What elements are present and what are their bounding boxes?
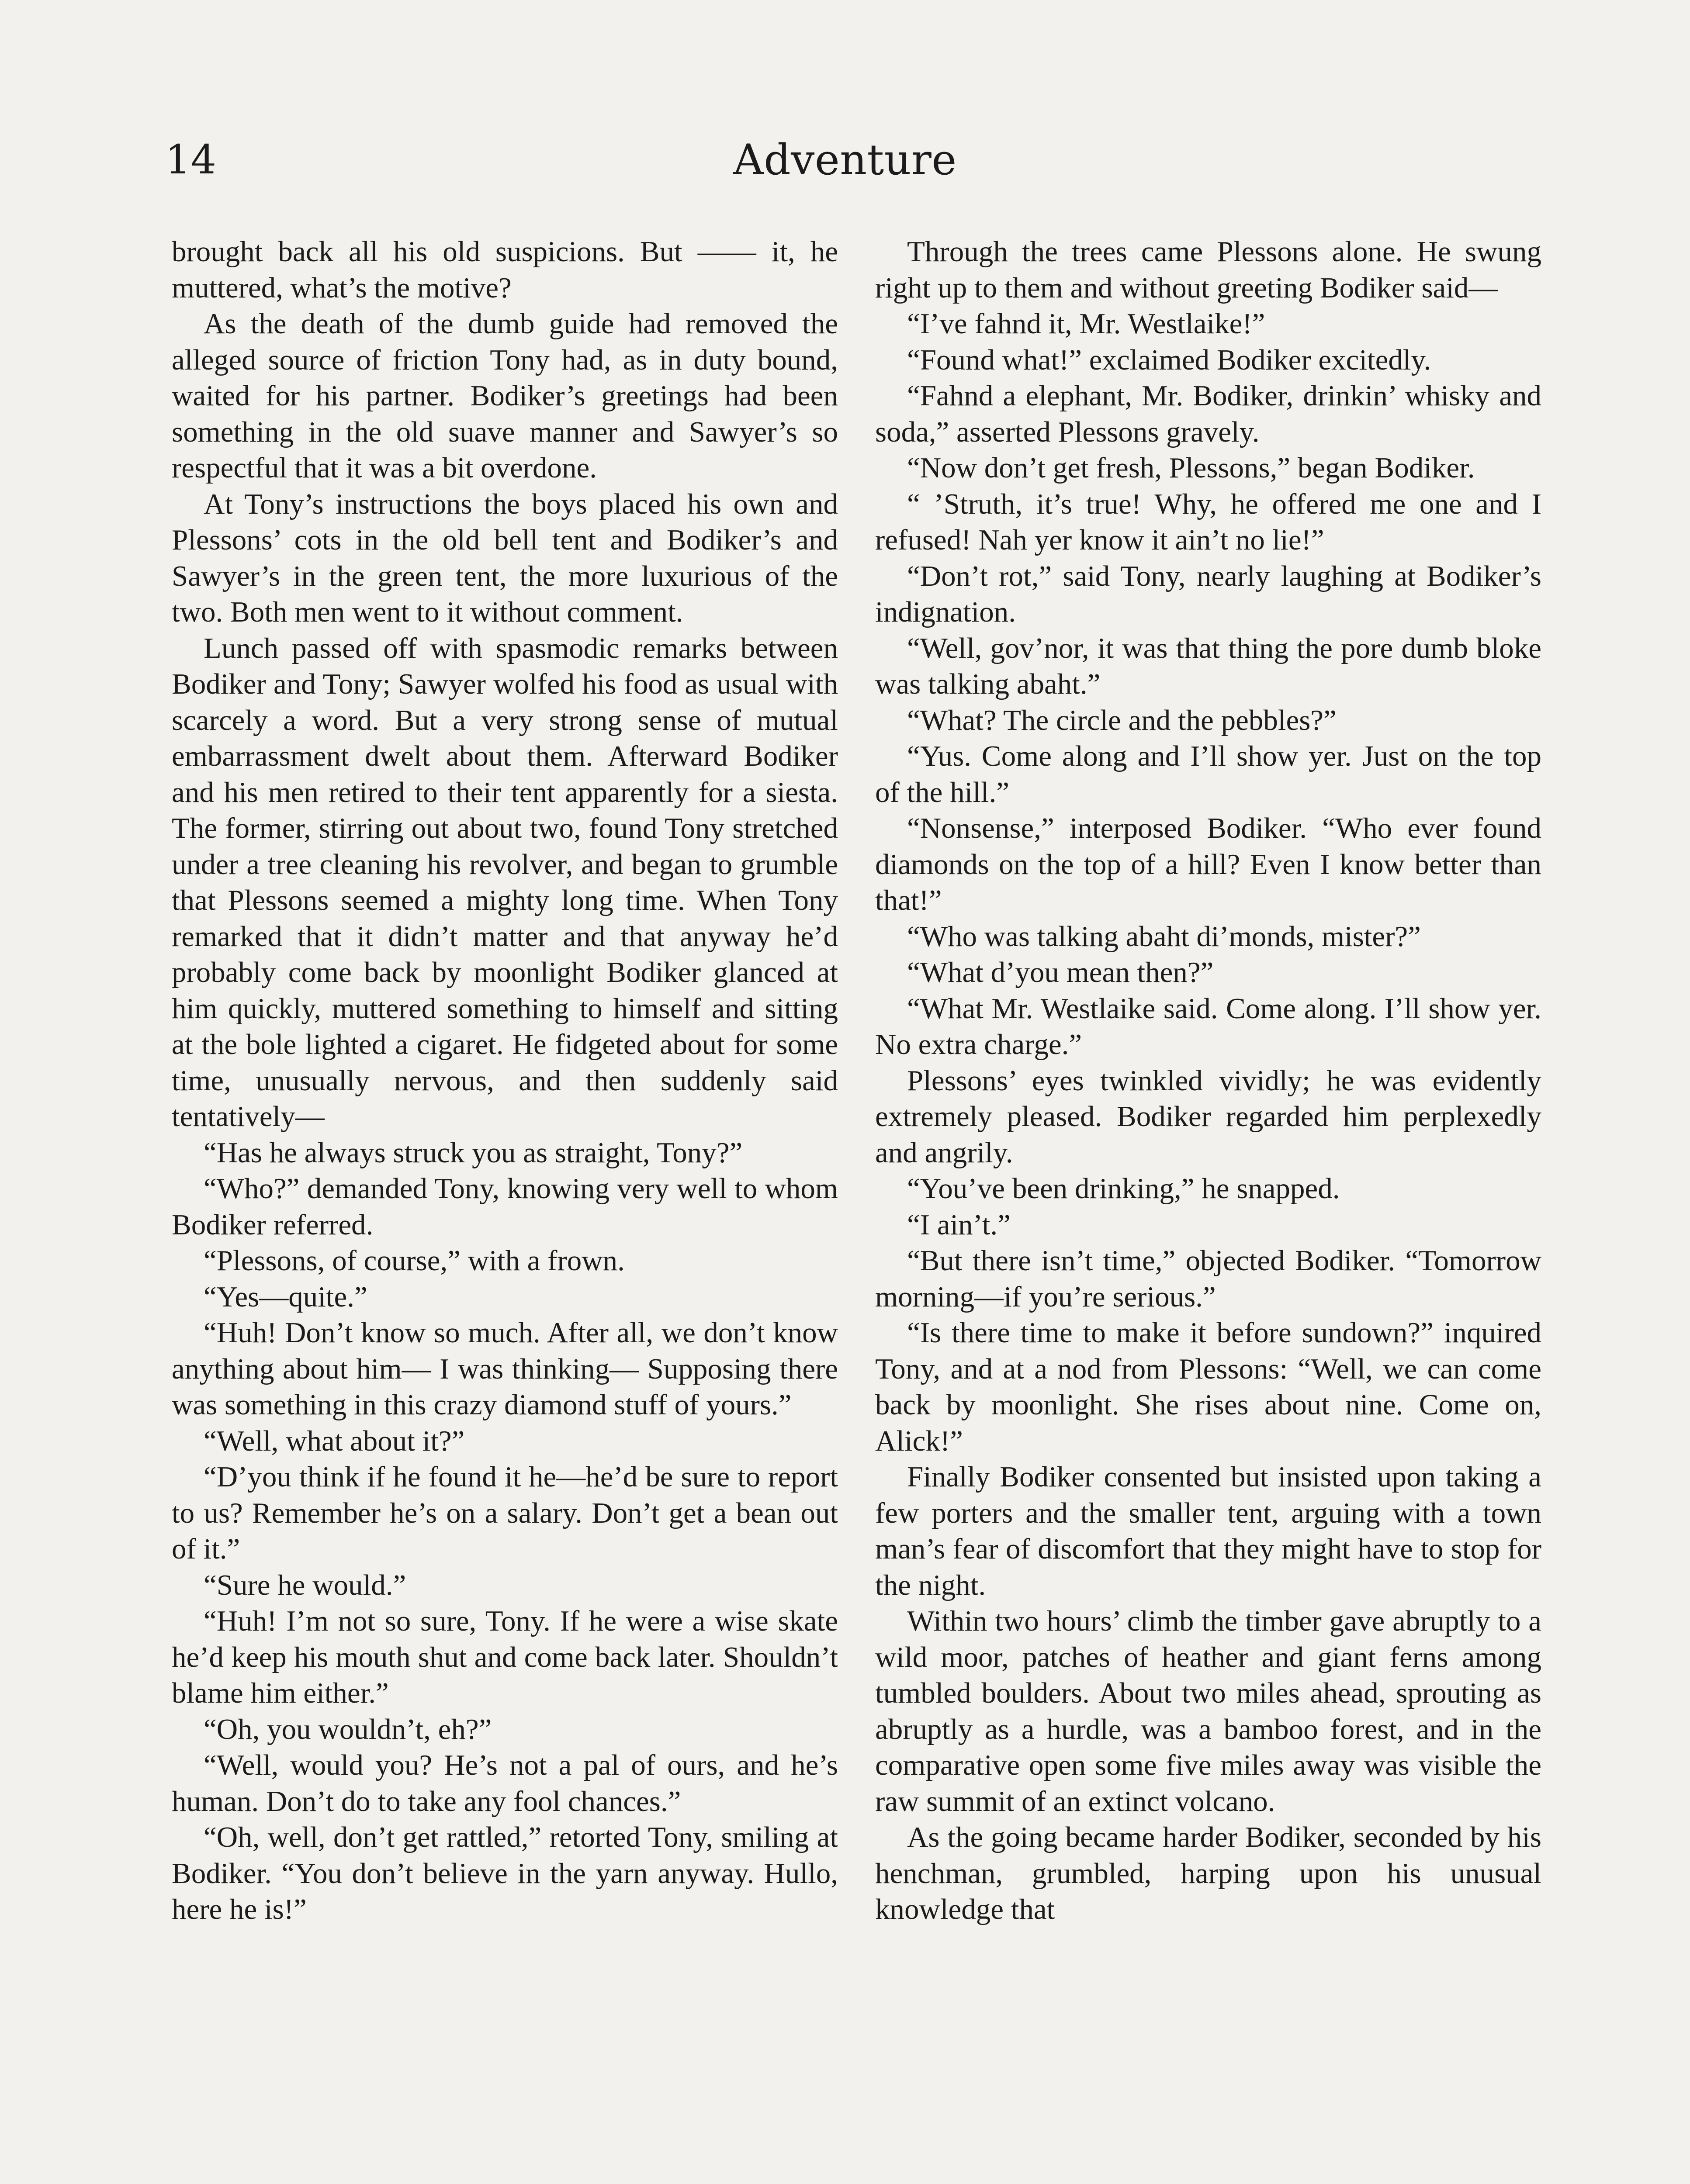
paragraph: “D’you think if he found it he—he’d be sure to report to us? Remember he’s on a salary. Don’t get a bean out of it.”: [172, 1461, 838, 1565]
paragraph: At Tony’s instructions the boys placed his own and Plessons’ cots in the old bell tent and Bodiker’s and Sawyer’s in the green tent, the more luxurious of the two. Both men went to it without comment.: [172, 487, 838, 628]
paragraph: “Oh, you wouldn’t, eh?”: [204, 1713, 492, 1745]
paragraph: Plessons’ eyes twinkled vividly; he was evidently extremely pleased. Bodiker regarded him perplexedly and angrily.: [875, 1064, 1541, 1169]
paragraph: Lunch passed off with spasmodic remarks between Bodiker and Tony; Sawyer wolfed his food as usual with scarcely a word. But a very strong sense of mutual embarrassment dwelt about them. Afterward Bodiker and his men retired to their tent apparently for a siesta. The former, stirring out about two, found Tony stretched under a tree cleaning his revolver, and began to grumble that Plessons seemed a mighty long time. When Tony remarked that it didn’t matter and that anyway he’d probably come back by moonlight Bodiker glanced at him quickly, muttered something to himself and sitting at the bole lighted a cigaret. He fidgeted about for some time, unusually nervous, and then suddenly said tentatively—: [172, 632, 838, 1133]
paragraph: “Has he always struck you as straight, Tony?”: [204, 1136, 743, 1169]
paragraph: “Huh! I’m not so sure, Tony. If he were a wise skate he’d keep his mouth shut and come back later. Shouldn’t blame him either.”: [172, 1605, 838, 1709]
right-text-column: [875, 234, 1541, 1928]
page-number: 14: [165, 136, 217, 183]
paragraph: “Yus. Come along and I’ll show yer. Just on the top of the hill.”: [875, 740, 1541, 809]
paragraph: Within two hours’ climb the timber gave abruptly to a wild moor, patches of heather and giant ferns among tumbled boulders. About two miles ahead, sprouting as abruptly as a hurdle, was a bamboo forest, and in the comparative open some five miles away was visible the raw summit of an extinct volcano.: [875, 1605, 1541, 1818]
left-text-column: [172, 234, 838, 1928]
paragraph: Through the trees came Plessons alone. He swung right up to them and without greeting Bodiker said—: [875, 235, 1541, 304]
paragraph: “I ain’t.”: [907, 1208, 1011, 1241]
paragraph: “Huh! Don’t know so much. After all, we don’t know anything about him— I was thinking— Supposing there was something in this crazy diamond stuff of yours.”: [172, 1317, 838, 1421]
paragraph: “ ’Struth, it’s true! Why, he offered me one and I refused! Nah yer know it ain’t no lie!”: [875, 487, 1541, 556]
paragraph: “Fahnd a elephant, Mr. Bodiker, drinkin’ whisky and soda,” asserted Plessons gravely.: [875, 380, 1541, 448]
paragraph: “Who was talking abaht di’monds, mister?”: [907, 920, 1421, 953]
paragraph: “You’ve been drinking,” he snapped.: [907, 1172, 1340, 1205]
paragraph: “But there isn’t time,” objected Bodiker. “Tomorrow morning—if you’re serious.”: [875, 1244, 1541, 1313]
paragraph: As the death of the dumb guide had removed the alleged source of friction Tony had, as in duty bound, waited for his partner. Bodiker’s greetings had been something in the old suave manner and Sawyer’s so respectful that it was a bit overdone.: [172, 308, 838, 484]
paragraph: Finally Bodiker consented but insisted upon taking a few porters and the smaller tent, arguing with a town man’s fear of discomfort that they might have to stop for the night.: [875, 1461, 1541, 1601]
paragraph: “Who?” demanded Tony, knowing very well to whom Bodiker referred.: [172, 1172, 838, 1241]
paragraph: “Well, what about it?”: [204, 1424, 465, 1457]
paragraph: “What Mr. Westlaike said. Come along. I’ll show yer. No extra charge.”: [875, 992, 1541, 1061]
paragraph: brought back all his old suspicions. But —— it, he muttered, what’s the motive?: [172, 235, 838, 304]
paragraph: “What? The circle and the pebbles?”: [907, 704, 1337, 736]
paragraph: “Now don’t get fresh, Plessons,” began Bodiker.: [907, 452, 1475, 484]
paragraph: “Sure he would.”: [204, 1569, 406, 1601]
paragraph: “I’ve fahnd it, Mr. Westlaike!”: [907, 308, 1265, 340]
paragraph: “Plessons, of course,” with a frown.: [204, 1244, 625, 1277]
paragraph: “Well, gov’nor, it was that thing the pore dumb bloke was talking abaht.”: [875, 632, 1541, 700]
paragraph: “Nonsense,” interposed Bodiker. “Who ever found diamonds on the top of a hill? Even I know better than that!”: [875, 812, 1541, 916]
paragraph: “Well, would you? He’s not a pal of ours, and he’s human. Don’t do to take any fool chances.”: [172, 1749, 838, 1818]
paragraph: “Yes—quite.”: [204, 1280, 367, 1313]
running-head-title: Adventure: [733, 135, 957, 184]
paragraph: “Oh, well, don’t get rattled,” retorted Tony, smiling at Bodiker. “You don’t believe in the yarn anyway. Hullo, here he is!”: [172, 1821, 838, 1925]
paragraph: “What d’you mean then?”: [907, 956, 1214, 988]
paragraph: “Is there time to make it before sundown?” inquired Tony, and at a nod from Plessons: “Well, we can come back by moonlight. She rises about nine. Come on, Alick!”: [875, 1317, 1541, 1457]
paragraph: “Don’t rot,” said Tony, nearly laughing at Bodiker’s indignation.: [875, 560, 1541, 628]
paragraph: “Found what!” exclaimed Bodiker excitedly.: [907, 343, 1431, 376]
paragraph: As the going became harder Bodiker, seconded by his henchman, grumbled, harping upon his unusual knowledge that: [875, 1821, 1541, 1925]
